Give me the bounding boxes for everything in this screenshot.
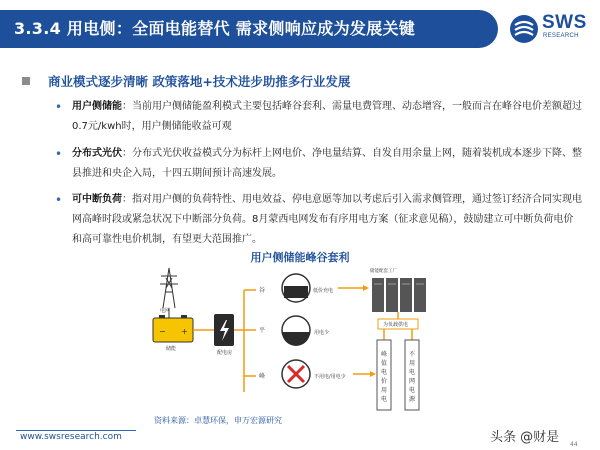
discharge-label: 为负载供电	[383, 322, 409, 328]
section-heading-text: 商业模式逐步清晰 政策落地+技术进步助推多行业发展	[48, 74, 351, 89]
figure-source: 资料来源：卓慧环保，申万宏源研究	[154, 416, 282, 425]
svg-text:网: 网	[409, 378, 416, 385]
arrow-head-icon	[363, 285, 369, 291]
title-bar	[0, 10, 498, 48]
svg-text:源: 源	[409, 396, 416, 403]
power-tower-icon	[160, 268, 178, 308]
flat-label: 平	[259, 327, 266, 334]
bracket-lines	[234, 290, 256, 392]
bullet-label: 用户侧储能	[72, 101, 122, 112]
svg-text:电: 电	[381, 396, 388, 403]
figure-title: 用户侧储能峰谷套利	[250, 251, 350, 264]
grid-label: 电网	[160, 308, 171, 314]
svg-text:−: −	[159, 327, 166, 336]
section-heading	[22, 72, 350, 90]
less-label: 用电少	[314, 330, 330, 336]
panel-label: 配电房	[217, 350, 233, 356]
bullet-dot-icon: •	[55, 147, 63, 161]
bullet-text: ：当前用户侧储能盈利模式主要包括峰谷套利、需量电费管理、动态增容，一般而言在峰谷电价差额超过0.7元/kwh时，用户侧储能收益可观	[72, 101, 582, 132]
valley-label: 谷	[259, 287, 266, 294]
battery-icon	[153, 315, 193, 342]
svg-text:价: 价	[381, 378, 388, 385]
svg-text:电: 电	[409, 387, 416, 394]
bullet-item	[55, 144, 582, 184]
bullet-text: ：分布式光伏收益模式分为标杆上网电价、净电量结算、自发自用余量上网，随着装机成本逐步下降、整县推进和央企入局，十四五期间预计高速发展。	[72, 148, 582, 179]
arrow-head-icon	[370, 371, 376, 377]
svg-text:不: 不	[409, 351, 416, 358]
page-number: 44	[570, 441, 578, 448]
square-bullet-icon	[22, 77, 30, 85]
gauge-empty-icon	[282, 360, 310, 388]
page-title: 3.3.4 用电侧：全面电能替代 需求侧响应成为发展关键	[14, 19, 416, 38]
svg-text:用: 用	[409, 360, 416, 367]
peak-valley-diagram	[148, 264, 448, 414]
bullet-item	[55, 190, 582, 250]
bullet-item	[55, 97, 582, 137]
gauge-half-icon	[282, 316, 310, 346]
watermark: 头条 @财是	[490, 430, 560, 445]
factory-label: 储能配套工厂	[370, 269, 397, 274]
svg-text:峰: 峰	[381, 351, 388, 358]
distribution-panel-icon	[214, 314, 234, 346]
svg-text:+: +	[181, 327, 188, 336]
charge-label: 低价充电	[313, 288, 334, 294]
footer-url[interactable]: www.swsresearch.com	[20, 432, 122, 442]
bullet-dot-icon: •	[55, 100, 63, 114]
svg-text:电: 电	[381, 369, 388, 376]
nouse-label: 不用电/用电少	[314, 374, 346, 380]
logo-text: SWS	[542, 12, 587, 33]
sws-logo-mark-icon	[509, 14, 539, 44]
split-lines	[384, 329, 412, 340]
footer-divider	[16, 430, 136, 431]
svg-text:电: 电	[409, 369, 416, 376]
svg-text:值: 值	[381, 360, 388, 367]
bullet-text: ：指对用户侧的负荷特性、用电效益、停电意愿等加以考虑后引入需求侧管理，通过签订经济合同实现电网高峰时段或紧急状况下中断部分负荷。8月蒙西电网发布有序用电方案（征求意见稿），鼓励建立可中断负荷电价和高可靠性电价机制，有望更大范围推广。	[72, 194, 582, 245]
storage-label: 储能	[166, 346, 177, 352]
peak-label: 峰	[259, 373, 266, 380]
svg-text:用: 用	[381, 387, 388, 394]
bullet-label: 可中断负荷	[72, 194, 122, 205]
bullet-label: 分布式光伏	[72, 148, 122, 159]
sws-logo	[509, 12, 595, 46]
gauge-full-icon	[282, 274, 310, 302]
logo-subtext: RESEARCH	[543, 33, 579, 39]
storage-cabinet-icon	[372, 278, 426, 312]
bullet-dot-icon: •	[55, 193, 63, 207]
